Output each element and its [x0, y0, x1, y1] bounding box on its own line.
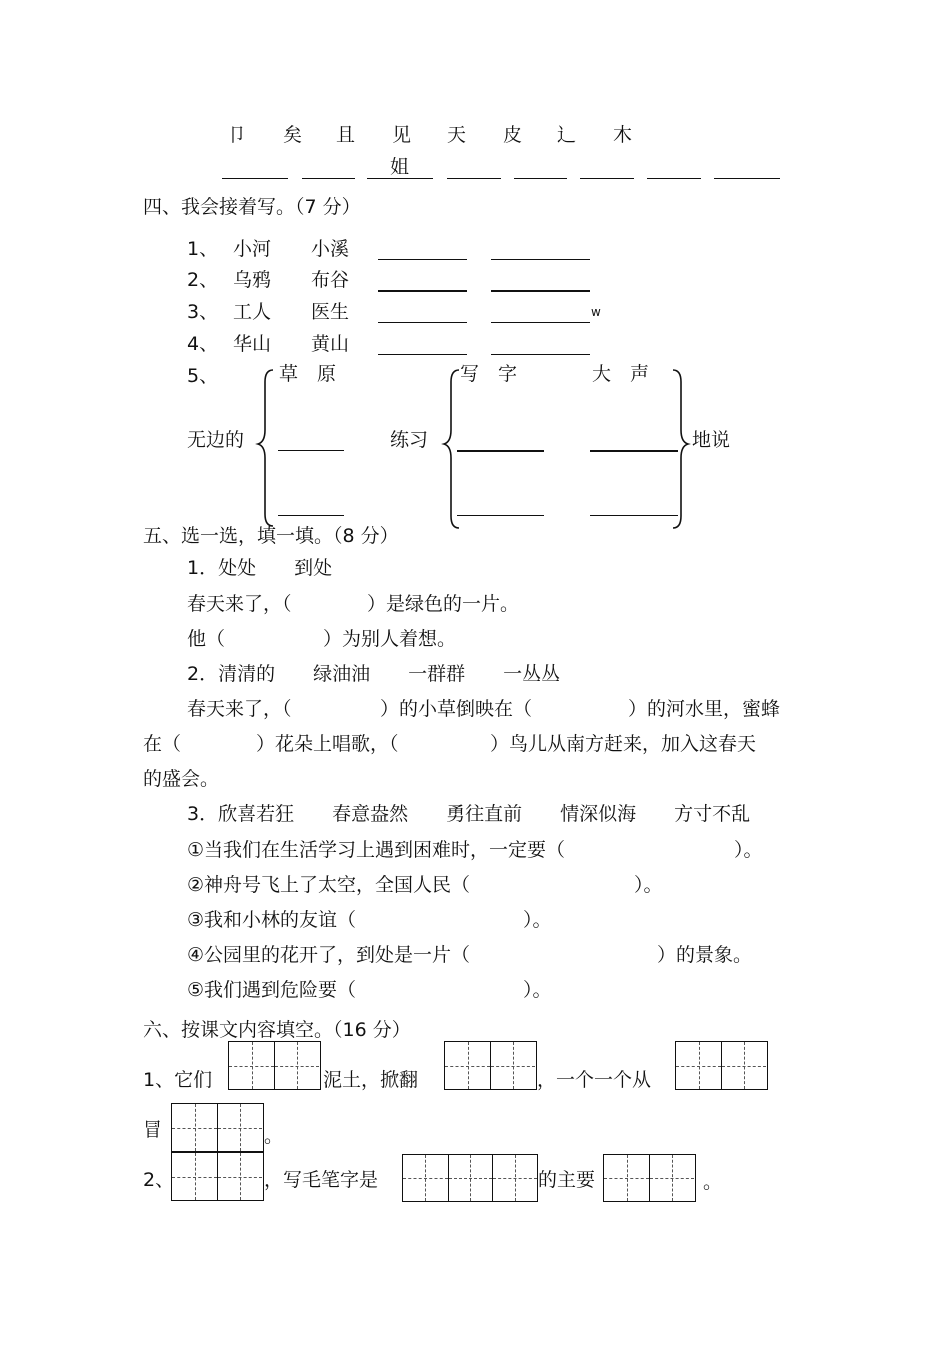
answer-sample: 姐 — [390, 156, 410, 178]
left-brace-icon — [255, 368, 275, 528]
answer-blank[interactable] — [580, 178, 634, 179]
writing-grid[interactable] — [228, 1041, 321, 1090]
writing-cell[interactable] — [445, 1042, 490, 1089]
answer-blank[interactable] — [590, 515, 678, 516]
answer-blank[interactable] — [457, 450, 544, 452]
component-char: 皮 — [503, 124, 523, 146]
word: 草 原 — [279, 363, 337, 385]
answer-blank[interactable] — [491, 322, 590, 323]
sentence-part: ，写毛笔字是 — [264, 1169, 379, 1191]
sentence-part: ）花朵上唱歌，（ — [256, 733, 399, 755]
sentence-part: ）的景象。 — [657, 944, 753, 966]
sentence-part: 泥土，掀翻 — [323, 1069, 419, 1091]
word: 医生 — [311, 301, 350, 323]
left-brace-icon — [441, 368, 461, 530]
writing-grid[interactable] — [675, 1041, 768, 1090]
component-char: 木 — [613, 124, 633, 146]
component-char: 见 — [392, 124, 412, 146]
writing-cell[interactable] — [403, 1155, 448, 1201]
middle-word: 练习 — [390, 429, 429, 451]
sentence-part: ）。 — [523, 909, 552, 931]
writing-grid[interactable] — [444, 1041, 537, 1090]
item-number: 1、 — [187, 238, 219, 260]
sentence-part: ）为别人着想。 — [323, 628, 457, 650]
sentence-part: ）。 — [734, 839, 763, 861]
answer-blank[interactable] — [302, 178, 355, 179]
sentence-part: ）。 — [634, 874, 663, 896]
writing-cell[interactable] — [492, 1155, 537, 1201]
word: 黄山 — [311, 333, 350, 355]
sentence-part: 2、 — [143, 1169, 175, 1191]
sentence-part: ③我和小林的友谊（ — [187, 909, 357, 931]
component-char: 且 — [336, 124, 356, 146]
q3-options: 3．欣喜若狂 春意盎然 勇往直前 情深似海 方寸不乱 — [187, 803, 751, 825]
writing-cell[interactable] — [274, 1042, 319, 1089]
sentence-part: ）。 — [523, 979, 552, 1001]
sentence-part: ②神舟号飞上了太空，全国人民（ — [187, 874, 471, 896]
q1-options: 1．处处 到处 — [187, 557, 333, 579]
writing-grid[interactable] — [603, 1154, 696, 1202]
sentence-part: 。 — [703, 1171, 723, 1193]
word: 布谷 — [311, 269, 350, 291]
word: 乌鸦 — [233, 269, 272, 291]
answer-blank[interactable] — [378, 322, 467, 323]
word: 小河 — [233, 238, 272, 260]
sentence-part: ）是绿色的一片。 — [367, 593, 520, 615]
word: 小溪 — [311, 238, 350, 260]
answer-blank[interactable] — [278, 515, 344, 516]
component-char: 辶 — [557, 124, 577, 146]
item-number: 3、 — [187, 301, 219, 323]
sentence-part: ）的河水里，蜜蜂 — [628, 698, 781, 720]
answer-blank[interactable] — [222, 178, 288, 179]
sentence-part: 春天来了，（ — [187, 698, 292, 720]
answer-blank[interactable] — [378, 354, 467, 355]
sentence-part: 的盛会。 — [143, 768, 220, 790]
sentence-part: 的主要 — [538, 1169, 596, 1191]
writing-cell[interactable] — [172, 1153, 217, 1200]
section6-title: 六、按课文内容填空。（16 分） — [143, 1019, 411, 1041]
sentence-part: ）的小草倒映在（ — [380, 698, 533, 720]
sentence-part: 春天来了，（ — [187, 593, 292, 615]
q2-options: 2．清清的 绿油油 一群群 一丛丛 — [187, 663, 561, 685]
answer-blank[interactable] — [378, 290, 467, 292]
writing-cell[interactable] — [217, 1104, 262, 1151]
writing-cell[interactable] — [721, 1042, 766, 1089]
answer-blank[interactable] — [491, 354, 590, 355]
section4-title: 四、我会接着写。（7 分） — [143, 196, 361, 218]
word: 写 字 — [460, 363, 518, 385]
item-number: 4、 — [187, 333, 219, 355]
component-char: 卩 — [227, 124, 247, 146]
writing-grid[interactable] — [402, 1154, 538, 1202]
sentence-part: ⑤我们遇到危险要（ — [187, 979, 357, 1001]
answer-blank[interactable] — [491, 290, 590, 292]
sentence-part: 他（ — [187, 628, 226, 650]
component-char: 矣 — [283, 124, 303, 146]
sentence-part: ①当我们在生活学习上遇到困难时，一定要（ — [187, 839, 566, 861]
sentence-part: ，一个一个从 — [537, 1069, 652, 1091]
answer-blank[interactable] — [514, 178, 567, 179]
answer-blank[interactable] — [590, 450, 678, 452]
writing-grid[interactable] — [171, 1103, 264, 1152]
writing-grid[interactable] — [171, 1152, 264, 1201]
writing-cell[interactable] — [649, 1155, 694, 1201]
sentence-part: 。 — [264, 1125, 284, 1147]
word: 大 声 — [592, 363, 650, 385]
suffix-word: 地说 — [692, 429, 731, 451]
sentence-part: 在（ — [143, 733, 182, 755]
answer-blank[interactable] — [457, 515, 544, 516]
answer-blank[interactable] — [278, 450, 344, 451]
writing-cell[interactable] — [229, 1042, 274, 1089]
answer-blank[interactable] — [491, 259, 590, 260]
sentence-part: 1、它们 — [143, 1069, 213, 1091]
writing-cell[interactable] — [676, 1042, 721, 1089]
writing-cell[interactable] — [448, 1155, 493, 1201]
answer-blank[interactable] — [647, 178, 701, 179]
prefix-word: 无边的 — [187, 429, 245, 451]
sentence-part: ）鸟儿从南方赶来，加入这春天 — [490, 733, 757, 755]
writing-cell[interactable] — [217, 1153, 262, 1200]
stray-mark: w — [591, 305, 601, 319]
word: 华山 — [233, 333, 272, 355]
answer-blank[interactable] — [447, 178, 501, 179]
answer-blank[interactable] — [378, 259, 467, 260]
writing-cell[interactable] — [172, 1104, 217, 1151]
answer-blank[interactable] — [714, 178, 780, 179]
writing-cell[interactable] — [604, 1155, 649, 1201]
right-brace-icon — [671, 368, 691, 530]
word: 工人 — [233, 301, 272, 323]
section5-title: 五、选一选，填一填。（8 分） — [143, 525, 399, 547]
item-number: 2、 — [187, 269, 219, 291]
component-char: 天 — [447, 124, 467, 146]
item-number: 5、 — [187, 365, 219, 387]
sentence-part: ④公园里的花开了，到处是一片（ — [187, 944, 471, 966]
writing-cell[interactable] — [490, 1042, 535, 1089]
sentence-part: 冒 — [143, 1119, 163, 1141]
